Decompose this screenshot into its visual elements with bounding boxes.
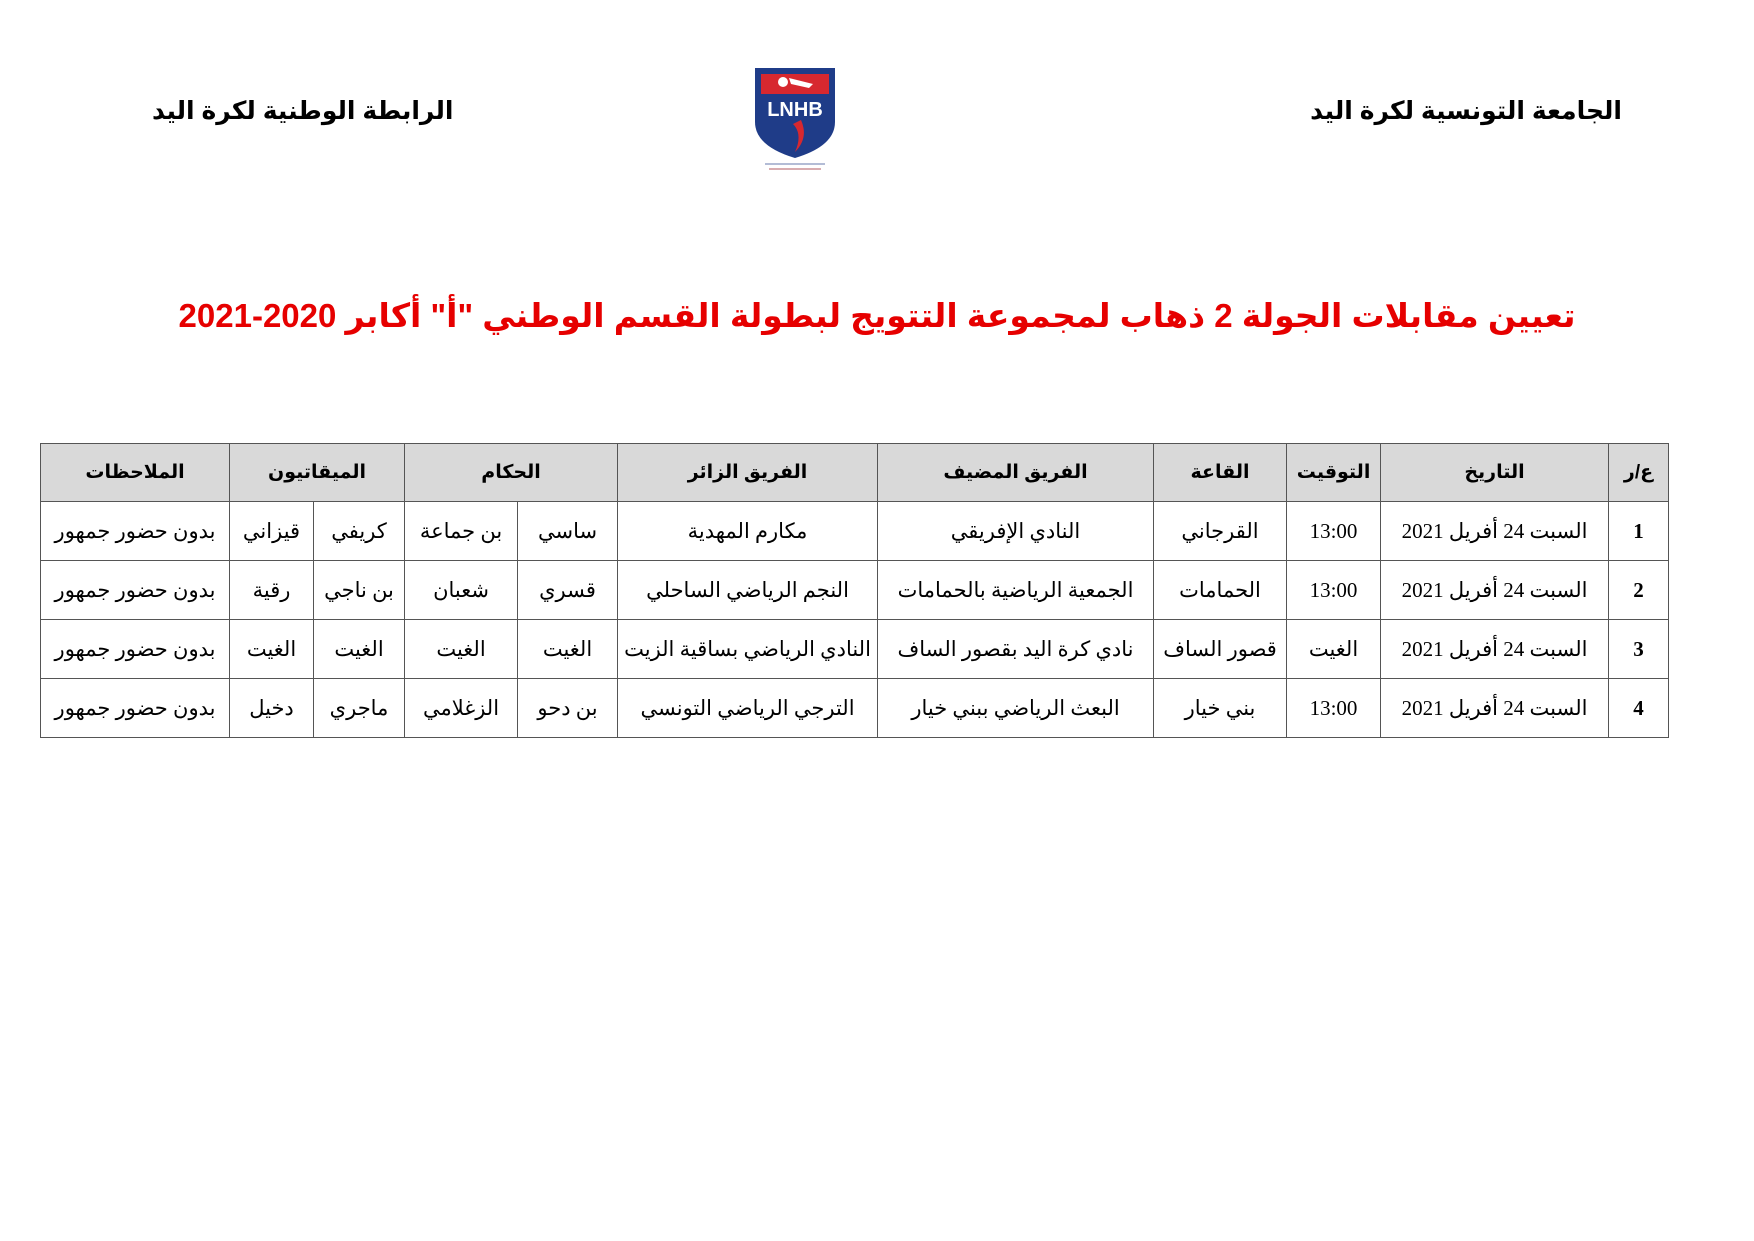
timekeeper-2: الغيت: [230, 620, 314, 679]
away-team: مكارم المهدية: [618, 502, 878, 561]
league-name: الرابطة الوطنية لكرة اليد: [152, 97, 454, 125]
match-notes: بدون حضور جمهور: [41, 620, 230, 679]
timekeeper-2: رقية: [230, 561, 314, 620]
referee-2: الغيت: [405, 620, 518, 679]
away-team: الترجي الرياضي التونسي: [618, 679, 878, 738]
referee-1: قسري: [518, 561, 618, 620]
referee-1: بن دحو: [518, 679, 618, 738]
timekeeper-1: كريفي: [314, 502, 405, 561]
match-date: السبت 24 أفريل 2021: [1381, 679, 1609, 738]
page-title: تعيين مقابلات الجولة 2 ذهاب لمجموعة التتويج لبطولة القسم الوطني "أ" أكابر 2020-2021: [178, 297, 1576, 334]
federation-name: الجامعة التونسية لكرة اليد: [1310, 97, 1622, 125]
col-header-date: التاريخ: [1381, 444, 1609, 502]
col-header-home: الفريق المضيف: [878, 444, 1154, 502]
svg-text:LNHB: LNHB: [767, 99, 823, 121]
match-hall: الحمامات: [1154, 561, 1287, 620]
home-team: نادي كرة اليد بقصور الساف: [878, 620, 1154, 679]
col-header-time: التوقيت: [1287, 444, 1381, 502]
match-date: السبت 24 أفريل 2021: [1381, 620, 1609, 679]
col-header-hall: القاعة: [1154, 444, 1287, 502]
col-header-referees: الحكام: [405, 444, 618, 502]
referee-1: الغيت: [518, 620, 618, 679]
lnhb-logo: [743, 60, 847, 172]
home-team: الجمعية الرياضية بالحمامات: [878, 561, 1154, 620]
table-row: [41, 502, 1669, 561]
referee-1: ساسي: [518, 502, 618, 561]
referee-2: الزغلامي: [405, 679, 518, 738]
match-notes: بدون حضور جمهور: [41, 561, 230, 620]
referee-2: بن جماعة: [405, 502, 518, 561]
away-team: النادي الرياضي بساقية الزيت: [618, 620, 878, 679]
match-time: 13:00: [1287, 679, 1381, 738]
match-number: 2: [1609, 561, 1669, 620]
timekeeper-2: قيزاني: [230, 502, 314, 561]
table-row: [41, 561, 1669, 620]
match-date: السبت 24 أفريل 2021: [1381, 502, 1609, 561]
table-header-row: [41, 444, 1669, 502]
home-team: النادي الإفريقي: [878, 502, 1154, 561]
timekeeper-1: الغيت: [314, 620, 405, 679]
match-hall: قصور الساف: [1154, 620, 1287, 679]
match-date: السبت 24 أفريل 2021: [1381, 561, 1609, 620]
matches-table: [40, 443, 1669, 738]
match-time: 13:00: [1287, 561, 1381, 620]
col-header-notes: الملاحظات: [41, 444, 230, 502]
table-row: [41, 620, 1669, 679]
match-notes: بدون حضور جمهور: [41, 679, 230, 738]
away-team: النجم الرياضي الساحلي: [618, 561, 878, 620]
lnhb-shield-icon: [743, 60, 847, 172]
match-number: 4: [1609, 679, 1669, 738]
table-row: [41, 679, 1669, 738]
match-hall: القرجاني: [1154, 502, 1287, 561]
col-header-timekeepers: الميقاتيون: [230, 444, 405, 502]
col-header-away: الفريق الزائر: [618, 444, 878, 502]
col-header-num: ع/ر: [1609, 444, 1669, 502]
timekeeper-1: بن ناجي: [314, 561, 405, 620]
timekeeper-2: دخيل: [230, 679, 314, 738]
match-time: 13:00: [1287, 502, 1381, 561]
match-hall: بني خيار: [1154, 679, 1287, 738]
match-notes: بدون حضور جمهور: [41, 502, 230, 561]
home-team: البعث الرياضي ببني خيار: [878, 679, 1154, 738]
timekeeper-1: ماجري: [314, 679, 405, 738]
match-time: الغيت: [1287, 620, 1381, 679]
referee-2: شعبان: [405, 561, 518, 620]
match-number: 1: [1609, 502, 1669, 561]
match-number: 3: [1609, 620, 1669, 679]
